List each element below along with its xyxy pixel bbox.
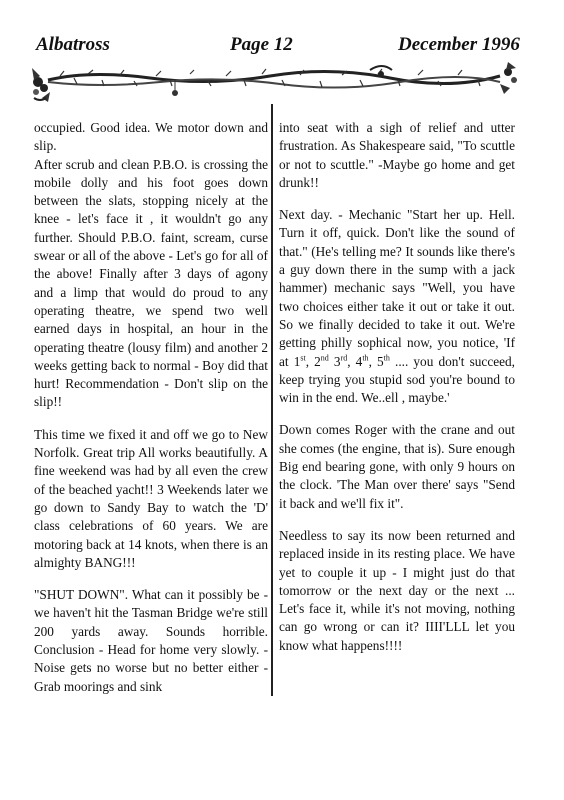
paragraph: Next day. - Mechanic "Start her up. Hell. Turn it off, quick. Don't like the sound of that." (He's telling me? It sounds like there's a guy down there in the sump with a jack hammer) mechanic says "Well, you have two choices either take it out or take it out. So we finally decided to take it out. We're getting philly sophical now, you notice, 'If at 1st, 2nd 3rd, 4th, 5th .... you don't succeed, keep trying you stupid sod you're bound to win in the end. We..ell , maybe.' (279, 207, 515, 406)
paragraph: "SHUT DOWN". What can it possibly be - we haven't hit the Tasman Bridge we're still 200 yards away. Sounds horrible. Conclusion - Head for home very slowly. - Noise gets no worse but no better either - Grab moorings and sink (34, 587, 268, 694)
holly-cluster-left (32, 68, 50, 102)
ordinal: 4th (355, 353, 369, 369)
left-column (34, 119, 268, 710)
paragraph: After scrub and clean P.B.O. is crossing the mobile dolly and his foot goes down between the slats, stopping nicely at the knee - let's face it , it wouldn't go any further. Should P.B.O. faint, scream, curse swear or all of the above - Let's go for all of the above! Finally after 3 days of agony and a limp that would do proud to any operating theatre, we spend two well earned days in hospital, an hour in the operating theatre (lousy film) and another 2 weeks getting back to normal - Boy did that hurt! Recommendation - Don't slip on the slip!! (34, 156, 268, 410)
paragraph: occupied. Good idea. We motor down and slip. (34, 120, 268, 154)
paragraph: Needless to say its now been returned and replaced inside in its resting place. We have yet to couple it up - I might just do that tomorrow or the next day or the next ... Let's face it, while it's not moving, nothing can go wrong or can it? IIII'LLL let you know what happens!!!! (279, 527, 515, 653)
page-number: Page 12 (230, 34, 293, 55)
newsletter-title: Albatross (36, 34, 110, 55)
ordinal: 2nd (314, 353, 329, 369)
right-column (279, 119, 515, 669)
holly-cluster-right (500, 62, 517, 94)
paragraph: This time we fixed it and off we go to New Norfolk. Great trip All works beautifully. A fine weekend was had by all even the crew of the beached yacht!! 3 Weekends later we go down to Sandy Bay to watch the 'D' class celebrations of 60 years. We are motoring back at 14 knots, when there is an almighty BANG!!! (34, 426, 268, 570)
paragraph: Down comes Roger with the crane and out she comes (the engine, that is). Sure enough Big end bearing gone, with only 9 hours on the clock. 'The Man over there' says "Send it back and we'll fix it". (279, 422, 515, 511)
ordinal: 1st (293, 353, 306, 369)
ornament-left (172, 80, 178, 96)
holly-garland-divider (30, 58, 520, 104)
ordinal: 5th (377, 353, 390, 369)
issue-date: December 1996 (398, 34, 520, 55)
ordinal: 3rd (333, 353, 348, 369)
column-divider (271, 104, 273, 696)
paragraph: into seat with a sigh of relief and utter frustration. As Shakespeare said, "To scuttle or not to scuttle." -Maybe go home and get drunk!! (279, 120, 515, 190)
